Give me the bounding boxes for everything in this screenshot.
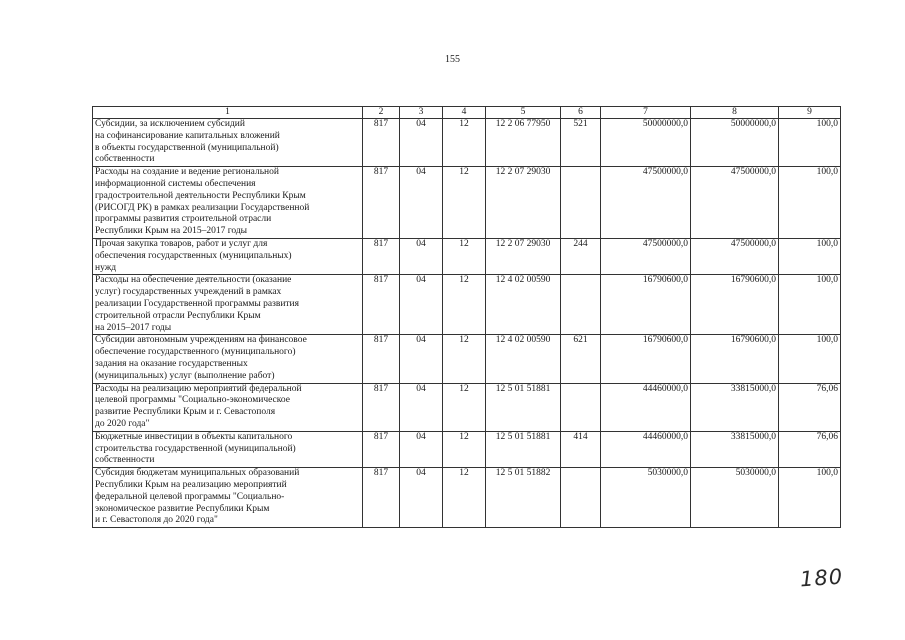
expense-name-line: реализации Государственной программы развития <box>95 298 300 309</box>
executed-amount-cell: 50000000,0 <box>691 119 779 167</box>
expense-name-line: экономическое развитие Республики Крым <box>95 503 270 514</box>
section-code-cell: 04 <box>400 167 443 239</box>
ministry-code-cell: 817 <box>363 431 400 467</box>
subsection-code-cell: 12 <box>443 431 486 467</box>
expense-name-cell <box>93 275 363 335</box>
expense-name-line: задания на оказание государственных <box>95 358 248 369</box>
planned-amount-cell: 47500000,0 <box>601 167 691 239</box>
planned-amount-cell: 44460000,0 <box>601 383 691 431</box>
executed-amount-cell: 16790600,0 <box>691 275 779 335</box>
table-row <box>93 275 841 335</box>
expense-name-cell <box>93 335 363 383</box>
target-article-cell: 12 2 07 29030 <box>486 167 561 239</box>
expense-name-line: развитие Республики Крым и г. Севастополя <box>95 407 276 418</box>
header-cell: 6 <box>561 107 601 119</box>
target-article-cell: 12 4 02 00590 <box>486 335 561 383</box>
table-row <box>93 119 841 167</box>
expense-name-cell <box>93 431 363 467</box>
expense-name-cell <box>93 468 363 528</box>
ministry-code-cell: 817 <box>363 119 400 167</box>
expense-name-line: Субсидии автономным учреждениям на финансовое <box>95 335 307 346</box>
section-code-cell: 04 <box>400 468 443 528</box>
table-row <box>93 383 841 431</box>
subsection-code-cell: 12 <box>443 167 486 239</box>
expense-name-line: целевой программы "Социально-экономическое <box>95 395 290 406</box>
executed-amount-cell: 16790600,0 <box>691 335 779 383</box>
table-row <box>93 167 841 239</box>
table-row <box>93 238 841 274</box>
subsection-code-cell: 12 <box>443 468 486 528</box>
expense-name-line: Расходы на обеспечение деятельности (оказание <box>95 275 292 286</box>
target-article-cell: 12 2 06 77950 <box>486 119 561 167</box>
expense-name-line: (РИСОГД РК) в рамках реализации Государственной <box>95 202 310 213</box>
expense-name-line: Расходы на реализацию мероприятий федеральной <box>95 383 302 394</box>
execution-percent-cell: 100,0 <box>779 238 841 274</box>
subsection-code-cell: 12 <box>443 238 486 274</box>
section-code-cell: 04 <box>400 335 443 383</box>
executed-amount-cell: 33815000,0 <box>691 431 779 467</box>
header-cell: 4 <box>443 107 486 119</box>
ministry-code-cell: 817 <box>363 468 400 528</box>
expense-type-cell <box>561 275 601 335</box>
expense-type-cell <box>561 383 601 431</box>
target-article-cell: 12 5 01 51881 <box>486 383 561 431</box>
target-article-cell: 12 2 07 29030 <box>486 238 561 274</box>
expense-name-line: до 2020 года" <box>95 418 150 429</box>
expense-name-line: Субсидии, за исключением субсидий <box>95 119 245 129</box>
expense-type-cell: 621 <box>561 335 601 383</box>
expense-name-line: в объекты государственной (муниципальной) <box>95 142 279 153</box>
execution-percent-cell: 100,0 <box>779 119 841 167</box>
planned-amount-cell: 16790600,0 <box>601 335 691 383</box>
section-code-cell: 04 <box>400 431 443 467</box>
ministry-code-cell: 817 <box>363 335 400 383</box>
planned-amount-cell: 50000000,0 <box>601 119 691 167</box>
table-row <box>93 468 841 528</box>
expense-type-cell: 521 <box>561 119 601 167</box>
subsection-code-cell: 12 <box>443 335 486 383</box>
executed-amount-cell: 47500000,0 <box>691 167 779 239</box>
header-cell: 1 <box>93 107 363 119</box>
ministry-code-cell: 817 <box>363 167 400 239</box>
target-article-cell: 12 5 01 51882 <box>486 468 561 528</box>
budget-table <box>92 106 841 528</box>
execution-percent-cell: 76,06 <box>779 383 841 431</box>
expense-name-line: градостроительной деятельности Республики Крым <box>95 190 306 201</box>
section-code-cell: 04 <box>400 275 443 335</box>
table-header-row <box>93 107 841 119</box>
expense-name-line: Республики Крым на 2015–2017 годы <box>95 226 248 237</box>
expense-name-line: нужд <box>95 262 117 273</box>
page-number: 155 <box>445 54 460 65</box>
ministry-code-cell: 817 <box>363 275 400 335</box>
expense-type-cell: 414 <box>561 431 601 467</box>
table-row <box>93 335 841 383</box>
expense-type-cell: 244 <box>561 238 601 274</box>
planned-amount-cell: 47500000,0 <box>601 238 691 274</box>
expense-name-line: собственности <box>95 154 155 165</box>
expense-name-cell <box>93 383 363 431</box>
table-row <box>93 431 841 467</box>
execution-percent-cell: 100,0 <box>779 335 841 383</box>
expense-name-line: строительства государственной (муниципальной) <box>95 443 296 454</box>
section-code-cell: 04 <box>400 119 443 167</box>
expense-name-line: Расходы на создание и ведение региональной <box>95 167 279 178</box>
expense-name-line: обеспечение государственного (муниципального) <box>95 347 296 358</box>
expense-name-line: Бюджетные инвестиции в объекты капитального <box>95 431 293 442</box>
expense-name-cell <box>93 167 363 239</box>
expense-name-line: информационной системы обеспечения <box>95 178 256 189</box>
header-cell: 9 <box>779 107 841 119</box>
expense-name-line: программы развития строительной отрасли <box>95 214 272 225</box>
expense-name-line: на софинансирование капитальных вложений <box>95 130 280 141</box>
subsection-code-cell: 12 <box>443 275 486 335</box>
expense-name-line: на 2015–2017 годы <box>95 322 172 333</box>
header-cell: 3 <box>400 107 443 119</box>
ministry-code-cell: 817 <box>363 238 400 274</box>
execution-percent-cell: 76,06 <box>779 431 841 467</box>
expense-name-line: (муниципальных) услуг (выполнение работ) <box>95 370 275 381</box>
executed-amount-cell: 5030000,0 <box>691 468 779 528</box>
expense-type-cell <box>561 468 601 528</box>
target-article-cell: 12 4 02 00590 <box>486 275 561 335</box>
subsection-code-cell: 12 <box>443 383 486 431</box>
planned-amount-cell: 5030000,0 <box>601 468 691 528</box>
handwritten-page-number: 180 <box>799 564 844 592</box>
expense-type-cell <box>561 167 601 239</box>
table-body <box>93 119 841 528</box>
expense-name-line: обеспечения государственных (муниципальных) <box>95 250 292 261</box>
expense-name-line: услуг) государственных учреждений в рамках <box>95 287 282 298</box>
expense-name-line: собственности <box>95 455 155 466</box>
expense-name-line: и г. Севастополя до 2020 года" <box>95 515 218 526</box>
expense-name-line: Субсидия бюджетам муниципальных образований <box>95 468 300 479</box>
expense-name-line: строительной отрасли Республики Крым <box>95 310 261 321</box>
expense-name-line: федеральной целевой программы "Социально- <box>95 491 285 502</box>
expense-name-line: Прочая закупка товаров, работ и услуг для <box>95 238 268 249</box>
execution-percent-cell: 100,0 <box>779 275 841 335</box>
expense-name-cell <box>93 238 363 274</box>
section-code-cell: 04 <box>400 383 443 431</box>
header-cell: 7 <box>601 107 691 119</box>
header-cell: 8 <box>691 107 779 119</box>
subsection-code-cell: 12 <box>443 119 486 167</box>
executed-amount-cell: 47500000,0 <box>691 238 779 274</box>
expense-name-cell <box>93 119 363 167</box>
section-code-cell: 04 <box>400 238 443 274</box>
expense-name-line: Республики Крым на реализацию мероприятий <box>95 479 287 490</box>
ministry-code-cell: 817 <box>363 383 400 431</box>
execution-percent-cell: 100,0 <box>779 468 841 528</box>
header-cell: 5 <box>486 107 561 119</box>
executed-amount-cell: 33815000,0 <box>691 383 779 431</box>
target-article-cell: 12 5 01 51881 <box>486 431 561 467</box>
header-cell: 2 <box>363 107 400 119</box>
planned-amount-cell: 16790600,0 <box>601 275 691 335</box>
planned-amount-cell: 44460000,0 <box>601 431 691 467</box>
execution-percent-cell: 100,0 <box>779 167 841 239</box>
